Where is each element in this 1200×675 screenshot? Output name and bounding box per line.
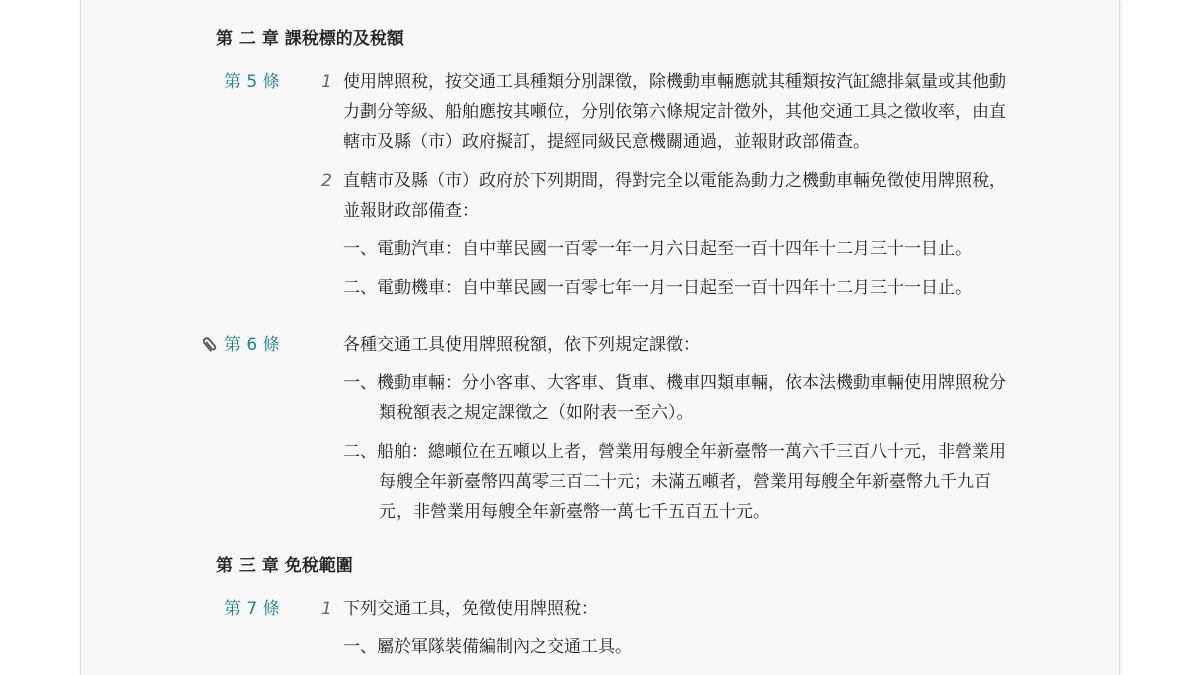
article-7-label[interactable]: 第 7 條 <box>224 599 280 619</box>
article-7-item-1: 一、屬於軍隊裝備編制內之交通工具。 <box>343 637 632 657</box>
article-5-paragraph-2 <box>343 166 1038 226</box>
article-6-item-1 <box>343 368 1006 428</box>
chapter-heading: 第 二 章 課稅標的及稅額 <box>216 29 404 49</box>
article-5-paragraph-1 <box>343 67 1038 157</box>
paperclip-icon[interactable] <box>201 335 219 355</box>
article-6-label[interactable]: 第 6 條 <box>224 335 280 355</box>
article-6-intro: 各種交通工具使用牌照稅額，依下列規定課徵： <box>343 335 700 355</box>
article-5-label[interactable]: 第 5 條 <box>224 72 280 92</box>
article-5-paragraph-2-number: 2 <box>321 171 332 191</box>
text-line: 轄市及縣（市）政府擬訂，提經同級民意機關通過，並報財政部備查。 <box>343 132 870 152</box>
text-line: 並報財政部備查： <box>343 201 479 221</box>
text-line: 力劃分等級、船舶應按其噸位，分別依第六條規定計徵外，其他交通工具之徵收率，由直 <box>343 102 1006 122</box>
article-5-item-2: 二、電動機車：自中華民國一百零七年一月一日起至一百十四年十二月三十一日止。 <box>343 278 972 298</box>
text-line: 使用牌照稅，按交通工具種類分別課徵，除機動車輛應就其種類按汽缸總排氣量或其他動 <box>343 72 1006 92</box>
text-line: 一、機動車輛：分小客車、大客車、貨車、機車四類車輛，依本法機動車輛使用牌照稅分 <box>343 373 1006 393</box>
text-line: 直轄市及縣（市）政府於下列期間，得對完全以電能為動力之機動車輛免徵使用牌照稅， <box>343 171 1006 191</box>
article-7-intro: 下列交通工具，免徵使用牌照稅： <box>343 599 598 619</box>
article-7-paragraph-1-number: 1 <box>321 599 332 619</box>
chapter-heading: 第 三 章 免稅範圍 <box>216 556 353 576</box>
text-line: 類稅額表之規定課徵之（如附表一至六）。 <box>379 403 694 423</box>
text-line: 每艘全年新臺幣四萬零三百二十元；未滿五噸者，營業用每艘全年新臺幣九千九百 <box>379 472 991 492</box>
article-6-item-2 <box>343 437 1006 527</box>
text-line: 元，非營業用每艘全年新臺幣一萬七千五百五十元。 <box>379 502 770 522</box>
article-5-paragraph-1-number: 1 <box>321 72 332 92</box>
article-5-item-1: 一、電動汽車：自中華民國一百零一年一月六日起至一百十四年十二月三十一日止。 <box>343 239 972 259</box>
text-line: 二、船舶：總噸位在五噸以上者，營業用每艘全年新臺幣一萬六千三百八十元，非營業用 <box>343 442 1006 462</box>
